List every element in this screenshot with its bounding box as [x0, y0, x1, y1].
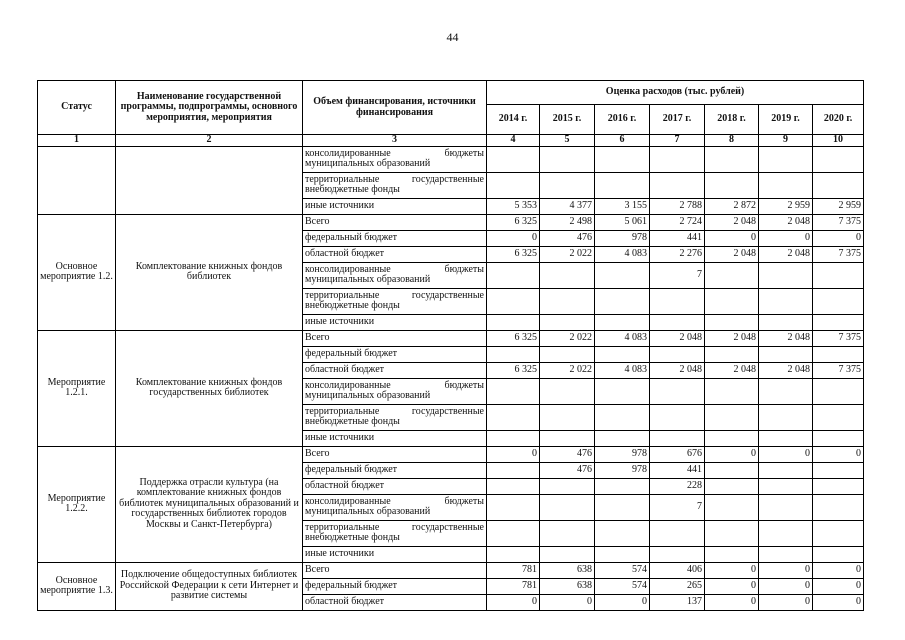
column-number: 2: [116, 135, 303, 147]
value-cell: [595, 404, 650, 430]
value-cell: [759, 172, 813, 198]
value-cell: 978: [595, 446, 650, 462]
value-cell: [650, 520, 705, 546]
funding-source: [303, 262, 487, 288]
value-cell: 2 022: [540, 246, 595, 262]
value-cell: 0: [813, 230, 864, 246]
value-cell: 0: [813, 594, 864, 610]
value-cell: 0: [813, 562, 864, 578]
value-cell: 2 048: [759, 330, 813, 346]
value-cell: [813, 430, 864, 446]
value-cell: [487, 314, 540, 330]
value-cell: [650, 378, 705, 404]
funding-source-line: муниципальных образований: [305, 158, 431, 169]
funding-source: федеральный бюджет: [303, 346, 487, 362]
value-cell: 0: [759, 562, 813, 578]
value-cell: 3 155: [595, 198, 650, 214]
value-cell: [813, 378, 864, 404]
value-cell: [540, 314, 595, 330]
funding-source-line: внебюджетные фонды: [305, 184, 400, 195]
value-cell: [759, 146, 813, 172]
value-cell: 265: [650, 578, 705, 594]
value-cell: [813, 146, 864, 172]
value-cell: [705, 430, 759, 446]
value-cell: [540, 378, 595, 404]
value-cell: 0: [487, 446, 540, 462]
header-year: 2020 г.: [813, 105, 864, 135]
value-cell: [650, 404, 705, 430]
column-number: 9: [759, 135, 813, 147]
value-cell: [487, 346, 540, 362]
value-cell: [705, 478, 759, 494]
value-cell: 6 325: [487, 330, 540, 346]
funding-source: Всего: [303, 562, 487, 578]
row-name: Подключение общедоступных библиотек Российской Федерации к сети Интернет и развитие системы: [116, 562, 303, 610]
row-name: Комплектование книжных фондов библиотек: [116, 214, 303, 330]
value-cell: [813, 314, 864, 330]
value-cell: [813, 494, 864, 520]
value-cell: [759, 288, 813, 314]
table-row: [38, 446, 864, 462]
table-row: [38, 562, 864, 578]
value-cell: 0: [705, 230, 759, 246]
funding-source: федеральный бюджет: [303, 578, 487, 594]
value-cell: [705, 378, 759, 404]
value-cell: 0: [487, 594, 540, 610]
value-cell: [813, 346, 864, 362]
funding-source: областной бюджет: [303, 246, 487, 262]
value-cell: [595, 520, 650, 546]
value-cell: 2 959: [759, 198, 813, 214]
value-cell: 574: [595, 562, 650, 578]
value-cell: 0: [813, 578, 864, 594]
value-cell: [705, 520, 759, 546]
funding-source-line: территориальные государственные: [305, 173, 484, 185]
value-cell: 228: [650, 478, 705, 494]
value-cell: [540, 478, 595, 494]
header-estimate: Оценка расходов (тыс. рублей): [487, 81, 864, 105]
value-cell: 137: [650, 594, 705, 610]
row-name: Поддержка отрасли культура (на комплектование книжных фондов библиотек муниципальных образований и государственных библиотек городов Москвы и Санкт-Петербурга): [116, 446, 303, 562]
value-cell: [813, 478, 864, 494]
value-cell: [813, 262, 864, 288]
value-cell: [540, 288, 595, 314]
funding-source: иные источники: [303, 546, 487, 562]
value-cell: 2 022: [540, 330, 595, 346]
value-cell: [487, 404, 540, 430]
value-cell: 7: [650, 262, 705, 288]
column-number: 3: [303, 135, 487, 147]
funding-source: иные источники: [303, 198, 487, 214]
value-cell: [759, 546, 813, 562]
value-cell: 2 276: [650, 246, 705, 262]
value-cell: [595, 288, 650, 314]
funding-source-line: внебюджетные фонды: [305, 416, 400, 427]
column-number: 8: [705, 135, 759, 147]
funding-source: [303, 172, 487, 198]
value-cell: 781: [487, 578, 540, 594]
row-status: Мероприятие 1.2.2.: [38, 446, 116, 562]
value-cell: 7 375: [813, 214, 864, 230]
value-cell: 6 325: [487, 362, 540, 378]
value-cell: [487, 288, 540, 314]
value-cell: [487, 146, 540, 172]
funding-source-line: муниципальных образований: [305, 274, 431, 285]
value-cell: 441: [650, 462, 705, 478]
value-cell: 5 353: [487, 198, 540, 214]
value-cell: [595, 314, 650, 330]
value-cell: 476: [540, 446, 595, 462]
value-cell: [595, 546, 650, 562]
funding-source: областной бюджет: [303, 594, 487, 610]
value-cell: [759, 430, 813, 446]
header-row: [38, 81, 864, 105]
column-numbers-row: [38, 135, 864, 147]
value-cell: [487, 430, 540, 446]
value-cell: 2 048: [759, 246, 813, 262]
funding-source: [303, 494, 487, 520]
value-cell: [759, 520, 813, 546]
value-cell: 6 325: [487, 214, 540, 230]
value-cell: [487, 478, 540, 494]
value-cell: [813, 520, 864, 546]
value-cell: 978: [595, 230, 650, 246]
value-cell: 441: [650, 230, 705, 246]
value-cell: 0: [759, 446, 813, 462]
value-cell: [540, 546, 595, 562]
value-cell: 4 083: [595, 330, 650, 346]
value-cell: 406: [650, 562, 705, 578]
value-cell: [759, 478, 813, 494]
value-cell: [813, 404, 864, 430]
value-cell: [540, 520, 595, 546]
row-status: Основное мероприятие 1.2.: [38, 214, 116, 330]
value-cell: 476: [540, 230, 595, 246]
value-cell: [540, 262, 595, 288]
row-status: [38, 146, 116, 214]
funding-source: [303, 378, 487, 404]
value-cell: 0: [705, 578, 759, 594]
funding-source-line: муниципальных образований: [305, 390, 431, 401]
value-cell: [540, 430, 595, 446]
funding-source: федеральный бюджет: [303, 230, 487, 246]
value-cell: [813, 288, 864, 314]
funding-source-line: внебюджетные фонды: [305, 532, 400, 543]
value-cell: 4 083: [595, 246, 650, 262]
value-cell: 0: [705, 446, 759, 462]
value-cell: [487, 378, 540, 404]
value-cell: [759, 346, 813, 362]
funding-source-line: муниципальных образований: [305, 506, 431, 517]
value-cell: [540, 146, 595, 172]
value-cell: 7 375: [813, 330, 864, 346]
value-cell: 2 872: [705, 198, 759, 214]
funding-source: иные источники: [303, 430, 487, 446]
value-cell: [759, 404, 813, 430]
value-cell: [705, 262, 759, 288]
value-cell: [595, 478, 650, 494]
value-cell: 2 048: [759, 362, 813, 378]
table-row: [38, 146, 864, 172]
page-number: 44: [446, 30, 459, 44]
value-cell: 5 061: [595, 214, 650, 230]
value-cell: [813, 546, 864, 562]
value-cell: 0: [487, 230, 540, 246]
column-number: 4: [487, 135, 540, 147]
value-cell: [650, 346, 705, 362]
header-year: 2017 г.: [650, 105, 705, 135]
value-cell: 2 022: [540, 362, 595, 378]
funding-source: областной бюджет: [303, 362, 487, 378]
funding-source: иные источники: [303, 314, 487, 330]
value-cell: [650, 288, 705, 314]
value-cell: [595, 146, 650, 172]
value-cell: [650, 146, 705, 172]
value-cell: 781: [487, 562, 540, 578]
value-cell: [487, 462, 540, 478]
value-cell: [813, 172, 864, 198]
value-cell: [705, 546, 759, 562]
value-cell: [487, 172, 540, 198]
header-year: 2019 г.: [759, 105, 813, 135]
header-year: 2014 г.: [487, 105, 540, 135]
value-cell: 2 724: [650, 214, 705, 230]
value-cell: 0: [759, 230, 813, 246]
value-cell: 7: [650, 494, 705, 520]
funding-source: Всего: [303, 330, 487, 346]
value-cell: [540, 346, 595, 362]
column-number: 1: [38, 135, 116, 147]
value-cell: 638: [540, 578, 595, 594]
value-cell: [540, 172, 595, 198]
column-number: 10: [813, 135, 864, 147]
value-cell: 2 048: [705, 330, 759, 346]
value-cell: [487, 546, 540, 562]
value-cell: 2 048: [650, 362, 705, 378]
funding-source-line: внебюджетные фонды: [305, 300, 400, 311]
value-cell: [705, 146, 759, 172]
row-name: Комплектование книжных фондов государственных библиотек: [116, 330, 303, 446]
value-cell: 638: [540, 562, 595, 578]
value-cell: [759, 314, 813, 330]
column-number: 5: [540, 135, 595, 147]
value-cell: 574: [595, 578, 650, 594]
value-cell: [705, 494, 759, 520]
funding-source: [303, 404, 487, 430]
value-cell: [813, 462, 864, 478]
value-cell: 0: [813, 446, 864, 462]
value-cell: 7 375: [813, 362, 864, 378]
value-cell: [705, 314, 759, 330]
value-cell: [540, 494, 595, 520]
value-cell: [705, 404, 759, 430]
value-cell: [595, 262, 650, 288]
funding-source-line: территориальные государственные: [305, 521, 484, 533]
value-cell: [759, 262, 813, 288]
funding-source-line: консолидированные бюджеты: [305, 495, 484, 507]
value-cell: 0: [705, 562, 759, 578]
value-cell: 2 048: [705, 214, 759, 230]
value-cell: [595, 346, 650, 362]
value-cell: 7 375: [813, 246, 864, 262]
value-cell: 2 788: [650, 198, 705, 214]
header-name: Наименование государственной программы, подпрограммы, основного мероприятия, мероприятия: [116, 81, 303, 135]
funding-source: [303, 520, 487, 546]
value-cell: [595, 378, 650, 404]
funding-source-line: консолидированные бюджеты: [305, 147, 484, 159]
funding-source-line: консолидированные бюджеты: [305, 263, 484, 275]
value-cell: [595, 430, 650, 446]
funding-source: областной бюджет: [303, 478, 487, 494]
value-cell: [650, 546, 705, 562]
value-cell: 476: [540, 462, 595, 478]
value-cell: 0: [705, 594, 759, 610]
value-cell: 2 959: [813, 198, 864, 214]
row-name: [116, 146, 303, 214]
header-status: Статус: [38, 81, 116, 135]
value-cell: [487, 494, 540, 520]
value-cell: 0: [595, 594, 650, 610]
funding-source: Всего: [303, 446, 487, 462]
value-cell: 4 377: [540, 198, 595, 214]
header-year: 2018 г.: [705, 105, 759, 135]
header-year: 2016 г.: [595, 105, 650, 135]
table-row: [38, 330, 864, 346]
funding-source: Всего: [303, 214, 487, 230]
value-cell: [759, 378, 813, 404]
value-cell: [540, 404, 595, 430]
column-number: 7: [650, 135, 705, 147]
value-cell: [595, 172, 650, 198]
value-cell: [705, 288, 759, 314]
value-cell: 676: [650, 446, 705, 462]
value-cell: [595, 494, 650, 520]
value-cell: 2 048: [759, 214, 813, 230]
header-volume: Объем финансирования, источники финансирования: [303, 81, 487, 135]
value-cell: 6 325: [487, 246, 540, 262]
value-cell: 2 048: [705, 246, 759, 262]
value-cell: 2 498: [540, 214, 595, 230]
row-status: Мероприятие 1.2.1.: [38, 330, 116, 446]
value-cell: 0: [540, 594, 595, 610]
funding-source-line: территориальные государственные: [305, 289, 484, 301]
value-cell: [650, 172, 705, 198]
value-cell: [487, 520, 540, 546]
value-cell: [650, 430, 705, 446]
value-cell: [759, 462, 813, 478]
value-cell: 2 048: [705, 362, 759, 378]
value-cell: [705, 346, 759, 362]
value-cell: [759, 494, 813, 520]
value-cell: 978: [595, 462, 650, 478]
value-cell: [487, 262, 540, 288]
funding-source: федеральный бюджет: [303, 462, 487, 478]
row-status: Основное мероприятие 1.3.: [38, 562, 116, 610]
table-body: [38, 146, 864, 610]
value-cell: 2 048: [650, 330, 705, 346]
value-cell: 0: [759, 578, 813, 594]
value-cell: [705, 172, 759, 198]
funding-source: [303, 146, 487, 172]
funding-source: [303, 288, 487, 314]
value-cell: 4 083: [595, 362, 650, 378]
column-number: 6: [595, 135, 650, 147]
header-year: 2015 г.: [540, 105, 595, 135]
financing-table: [37, 80, 864, 611]
value-cell: 0: [759, 594, 813, 610]
table-row: [38, 214, 864, 230]
funding-source-line: консолидированные бюджеты: [305, 379, 484, 391]
value-cell: [650, 314, 705, 330]
value-cell: [705, 462, 759, 478]
funding-source-line: территориальные государственные: [305, 405, 484, 417]
